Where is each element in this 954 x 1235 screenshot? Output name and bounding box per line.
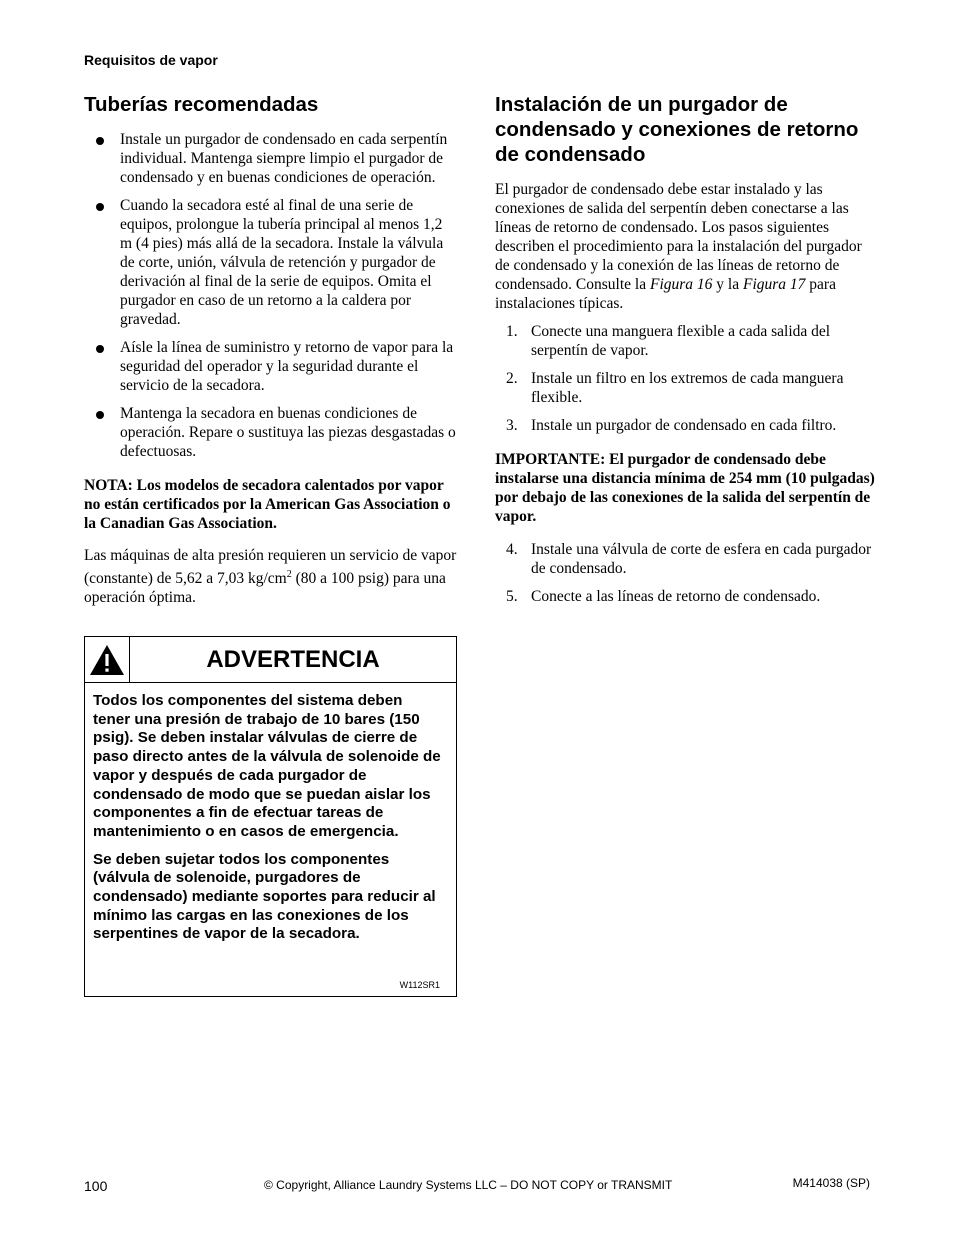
bullet-text: Cuando la secadora esté al final de una serie de equipos, prolongue la tubería principal al menos 1,2 m (4 pies) más allá de la secadora. Instale la válvula de corte, unión, válvula de retención y purgador de derivación al final de la serie de equipos. Omita el purgador en caso de un retorno a la caldera por gravedad.: [120, 197, 444, 328]
step-text: Instale un purgador de condensado en cada filtro.: [531, 417, 837, 434]
warning-paragraph: Se deben sujetar todos los componentes (válvula de solenoide, purgadores de condensado) mediante soportes para reducir al mínimo las cargas en las conexiones de los serpentines de vapor de la secadora.: [93, 850, 436, 943]
pressure-text-2: (80 a 100 psig) para una operación óptima.: [84, 570, 446, 607]
important-note: IMPORTANTE: El purgador de condensado debe instalarse una distancia mínima de 254 mm (10 pulgadas) por debajo de las conexiones de la salida del serpentín de vapor.: [495, 451, 875, 525]
intro-paragraph: [495, 180, 875, 313]
step-text: Conecte una manguera flexible a cada salida del serpentín de vapor.: [531, 323, 831, 359]
section-header: Requisitos de vapor: [84, 52, 218, 68]
step-number: 5.: [506, 588, 518, 605]
bullet-text: Aísle la línea de suministro y retorno de vapor para la seguridad del operador y la seguridad durante el servicio de la secadora.: [120, 339, 454, 394]
bullet-icon: [96, 411, 104, 419]
list-item: [495, 540, 875, 578]
list-item: [495, 369, 875, 407]
bullet-text: Mantenga la secadora en buenas condiciones de operación. Repare o sustituya las piezas desgastadas o defectuosas.: [120, 405, 456, 460]
step-number: 2.: [506, 370, 518, 387]
warning-header: [85, 637, 456, 683]
list-item: [84, 130, 458, 187]
bullet-icon: [96, 137, 104, 145]
step-text: Instale una válvula de corte de esfera en cada purgador de condensado.: [531, 541, 872, 577]
figure-17-reference: Figura 17: [742, 276, 806, 293]
copyright-notice: © Copyright, Alliance Laundry Systems LLC – DO NOT COPY or TRANSMIT: [264, 1178, 673, 1192]
page-number: 100: [84, 1178, 108, 1194]
warning-paragraph: Todos los componentes del sistema deben tener una presión de trabajo de 10 bares (150 psig). Se deben instalar válvulas de cierre de paso directo antes de la válvula de solenoide de vapor y después de cada purgador de condensado de modo que se puedan aislar los componentes a fin de efectuar tareas de mantenimiento o en casos de emergencia.: [93, 692, 441, 840]
right-heading: Instalación de un purgador de condensado y conexiones de retorno de condensado: [495, 93, 859, 166]
list-item: [84, 404, 458, 461]
warning-code: W112SR1: [399, 980, 440, 990]
list-item: [495, 322, 875, 360]
list-item: [84, 196, 458, 329]
intro-text-1: El purgador de condensado debe estar instalado y las conexiones de salida del serpentín deben conectarse a las líneas de retorno de condensado. Los pasos siguientes describen el procedimiento para la instalación del purgador de condensado y la conexión de las líneas de retorno de condensado. Consulte la: [495, 181, 862, 293]
bullet-icon: [96, 345, 104, 353]
figure-16-reference: Figura 16: [649, 276, 713, 293]
page-footer: [84, 1176, 870, 1196]
steps-list-b: [495, 540, 875, 606]
document-code: M414038 (SP): [792, 1176, 870, 1190]
bullet-icon: [96, 203, 104, 211]
step-text: Instale un filtro en los extremos de cada manguera flexible.: [531, 370, 844, 406]
steps-list-a: [495, 322, 875, 435]
warning-triangle-icon: [89, 644, 125, 676]
bullet-text: Instale un purgador de condensado en cada serpentín individual. Mantenga siempre limpio el purgador de condensado y en buenas condiciones de operación.: [120, 131, 448, 186]
list-item: [495, 416, 875, 435]
step-number: 4.: [506, 541, 518, 558]
warning-icon-cell: [85, 637, 130, 682]
intro-text-2: y la: [712, 276, 743, 293]
left-heading: Tuberías recomendadas: [84, 93, 319, 116]
intro-text-3: para instalaciones típicas.: [495, 276, 836, 312]
superscript: 2: [286, 569, 292, 580]
pressure-text-1: Las máquinas de alta presión requieren un servicio de vapor (constante) de 5,62 a 7,03 kg/cm: [84, 547, 457, 588]
warning-title: ADVERTENCIA: [206, 645, 380, 673]
list-item: [495, 587, 875, 606]
step-number: 1.: [506, 323, 518, 340]
left-column: [84, 92, 458, 607]
step-number: 3.: [506, 417, 518, 434]
list-item: [84, 338, 458, 395]
right-column: [495, 92, 875, 615]
note-paragraph: NOTA: Los modelos de secadora calentados por vapor no están certificados por la American Gas Association o la Canadian Gas Association.: [84, 477, 451, 532]
step-text: Conecte a las líneas de retorno de condensado.: [531, 588, 821, 605]
warning-body: [85, 683, 456, 944]
pressure-paragraph: [84, 546, 458, 607]
recommendations-list: [84, 130, 458, 461]
warning-box: [84, 636, 457, 997]
